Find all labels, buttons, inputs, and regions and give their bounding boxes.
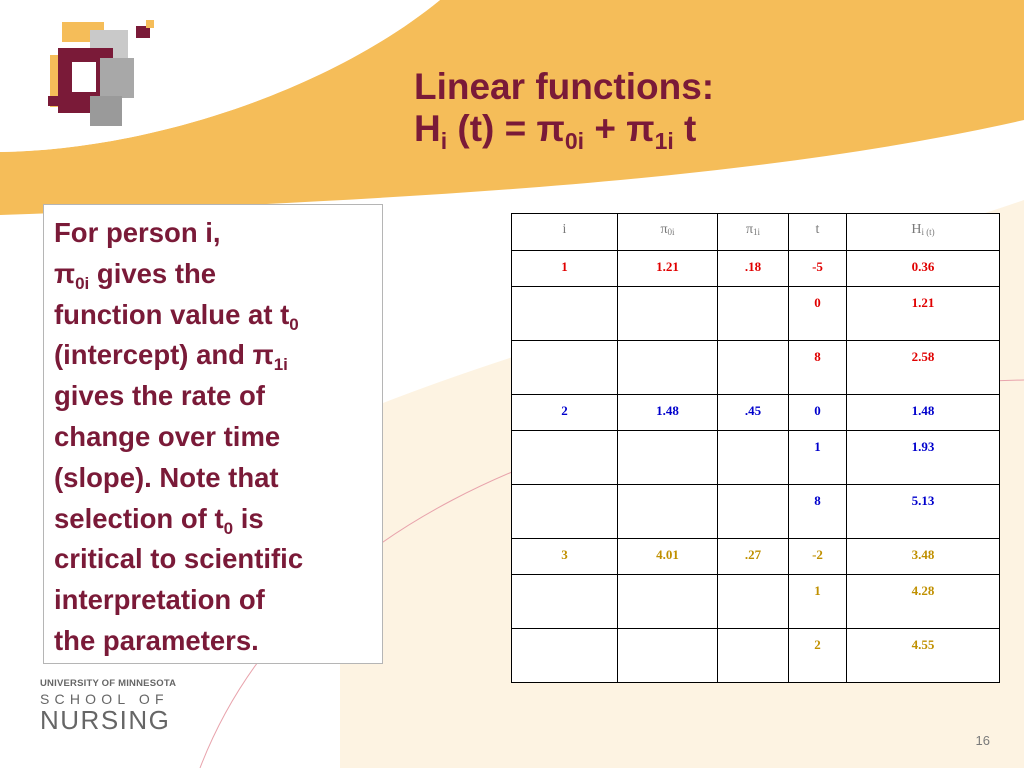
table-cell-pi0 xyxy=(618,575,718,629)
text-line-9: critical to scientific xyxy=(54,543,304,575)
header-pi0 xyxy=(618,214,718,251)
title-line-1: Linear functions: xyxy=(414,66,715,107)
table-cell-i xyxy=(512,485,618,539)
text-line-10: interpretation of xyxy=(54,584,265,616)
header-pi1 xyxy=(718,214,789,251)
table-cell-h: 4.55 xyxy=(847,629,1000,683)
table-row xyxy=(512,575,1000,629)
table-cell-t: 0 xyxy=(789,287,847,341)
table-cell-pi0: 4.01 xyxy=(618,539,718,575)
table-cell-i xyxy=(512,629,618,683)
logo-nursing: NURSING xyxy=(40,705,171,735)
table-cell-t: 8 xyxy=(789,485,847,539)
table-row xyxy=(512,395,1000,431)
header-t: t xyxy=(789,214,847,251)
table-row xyxy=(512,287,1000,341)
table-cell-pi1 xyxy=(718,287,789,341)
table-body xyxy=(512,251,1000,683)
header-h-subscript: i (t) xyxy=(921,227,935,237)
explanation-text-box xyxy=(43,204,383,664)
header-h xyxy=(847,214,1000,251)
logo-school: SCHOOL OF xyxy=(40,691,169,707)
table-cell-t: 1 xyxy=(789,575,847,629)
table-cell-h: 3.48 xyxy=(847,539,1000,575)
text-line-2 xyxy=(54,254,372,295)
table-cell-pi1 xyxy=(718,575,789,629)
header-h-symbol: H xyxy=(911,222,922,237)
table-cell-h: 2.58 xyxy=(847,341,1000,395)
table-cell-t: -5 xyxy=(789,251,847,287)
table-cell-pi0: 1.48 xyxy=(618,395,718,431)
text-line-4 xyxy=(54,335,372,376)
header-i: i xyxy=(512,214,618,251)
table-cell-pi0 xyxy=(618,287,718,341)
table-cell-t: 8 xyxy=(789,341,847,395)
table-cell-t: 1 xyxy=(789,431,847,485)
table-cell-h: 4.28 xyxy=(847,575,1000,629)
table-cell-i xyxy=(512,575,618,629)
text-line-6: change over time xyxy=(54,420,281,452)
header-pi0-subscript: 0i xyxy=(667,227,675,237)
text-line-5: gives the rate of xyxy=(54,380,265,412)
text-line-2-pi: π xyxy=(54,257,76,289)
text-line-3-subscript: 0 xyxy=(289,314,299,334)
text-line-2-rest: gives the xyxy=(89,257,217,289)
slide-title xyxy=(414,66,974,154)
table-cell-t: 0 xyxy=(789,395,847,431)
table-row xyxy=(512,431,1000,485)
text-line-11: the parameters. xyxy=(54,624,259,656)
table-cell-pi1: .27 xyxy=(718,539,789,575)
title-line-2 xyxy=(414,108,974,154)
table-cell-pi0 xyxy=(618,629,718,683)
text-line-3-main: function value at t xyxy=(54,298,290,330)
table-row xyxy=(512,485,1000,539)
text-line-7: (slope). Note that xyxy=(54,461,279,493)
header-pi1-symbol: π xyxy=(745,222,754,237)
table-row xyxy=(512,341,1000,395)
title-plus: + π xyxy=(584,108,655,149)
logo-university: UNIVERSITY OF MINNESOTA xyxy=(40,678,177,689)
header-pi0-symbol: π xyxy=(660,222,668,237)
table-cell-t: 2 xyxy=(789,629,847,683)
table-cell-i xyxy=(512,341,618,395)
table-cell-pi1 xyxy=(718,431,789,485)
table-cell-pi0: 1.21 xyxy=(618,251,718,287)
table-cell-i xyxy=(512,287,618,341)
linear-function-table xyxy=(511,213,1000,683)
title-pi1-subscript: 1i xyxy=(654,128,674,154)
table-cell-pi0 xyxy=(618,431,718,485)
table-cell-pi1: .45 xyxy=(718,395,789,431)
table-cell-pi1: .18 xyxy=(718,251,789,287)
table-cell-h: 1.93 xyxy=(847,431,1000,485)
table-cell-pi1 xyxy=(718,629,789,683)
title-pi0-subscript: 0i xyxy=(564,128,585,154)
page-number: 16 xyxy=(975,733,990,748)
text-line-8-subscript: 0 xyxy=(223,518,234,538)
table-cell-h: 1.48 xyxy=(847,395,1000,431)
table-row xyxy=(512,629,1000,683)
text-line-4-subscript: 1i xyxy=(273,355,288,375)
university-logo-text xyxy=(40,678,180,736)
table-row xyxy=(512,251,1000,287)
table-cell-h: 0.36 xyxy=(847,251,1000,287)
table-cell-i: 2 xyxy=(512,395,618,431)
table-row xyxy=(512,539,1000,575)
header-pi1-subscript: 1i xyxy=(753,227,761,237)
table-cell-h: 1.21 xyxy=(847,287,1000,341)
table-cell-pi1 xyxy=(718,485,789,539)
table-cell-i xyxy=(512,431,618,485)
table-cell-pi0 xyxy=(618,341,718,395)
text-line-4-main: (intercept) and π xyxy=(54,339,274,371)
title-end: t xyxy=(673,108,697,149)
text-line-2-subscript: 0i xyxy=(75,273,90,293)
text-line-3 xyxy=(54,295,372,336)
table-cell-i: 3 xyxy=(512,539,618,575)
title-h-subscript: i xyxy=(440,128,448,154)
table-cell-pi0 xyxy=(618,485,718,539)
table-cell-h: 5.13 xyxy=(847,485,1000,539)
table-cell-pi1 xyxy=(718,341,789,395)
table-cell-t: -2 xyxy=(789,539,847,575)
title-mid: (t) = π xyxy=(447,108,565,149)
text-line-8 xyxy=(54,499,372,540)
text-line-8-main: selection of t xyxy=(54,502,224,534)
table-header-row xyxy=(512,214,1000,251)
text-line-8-rest: is xyxy=(233,502,264,534)
table-cell-i: 1 xyxy=(512,251,618,287)
title-h: H xyxy=(414,108,441,149)
text-line-1: For person i, xyxy=(54,217,221,248)
